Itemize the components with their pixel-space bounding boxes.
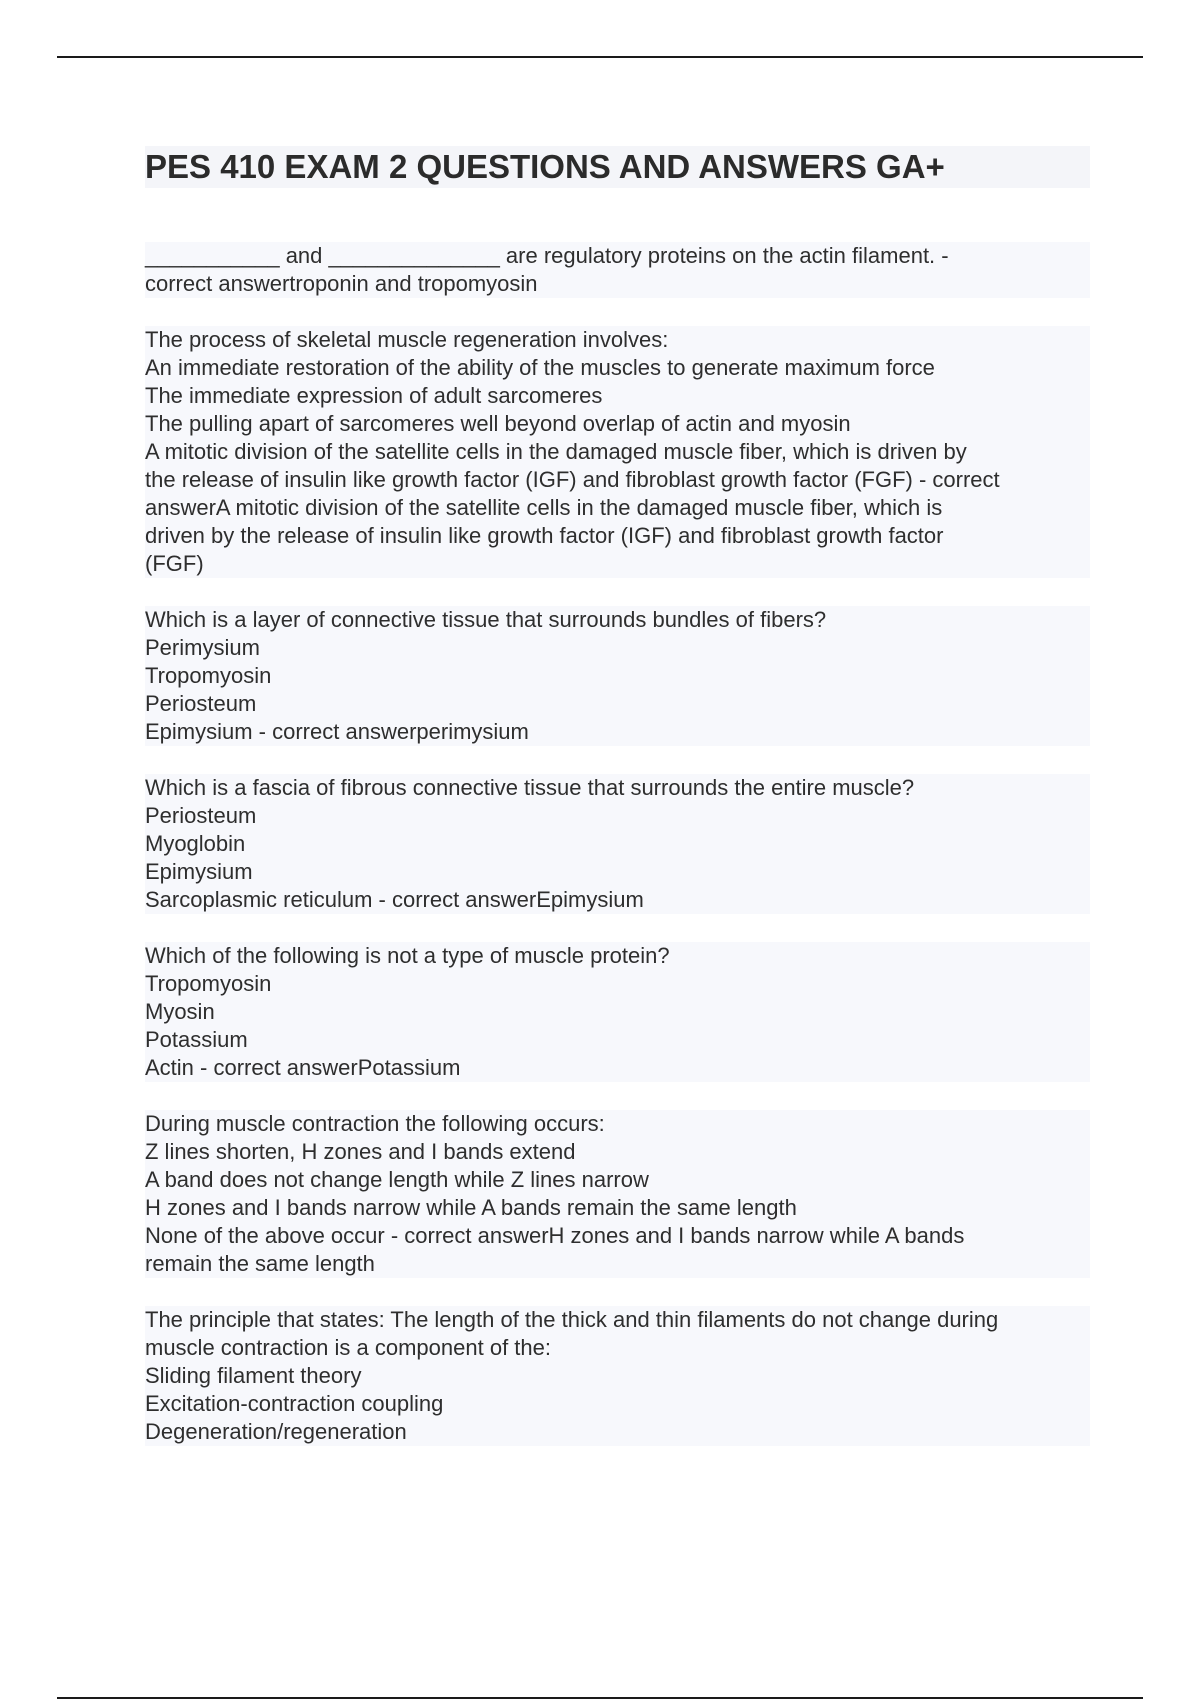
qa-line: Which is a layer of connective tissue that surrounds bundles of fibers? (145, 606, 1090, 634)
qa-line: A band does not change length while Z lines narrow (145, 1166, 1090, 1194)
qa-line: Sarcoplasmic reticulum - correct answerEpimysium (145, 886, 1090, 914)
qa-block-3 (145, 606, 1090, 746)
qa-line: Myoglobin (145, 830, 1090, 858)
qa-line: Tropomyosin (145, 662, 1090, 690)
qa-line: Myosin (145, 998, 1090, 1026)
qa-block-1 (145, 242, 1090, 298)
qa-line: The principle that states: The length of the thick and thin filaments do not change during (145, 1306, 1090, 1334)
qa-line: driven by the release of insulin like growth factor (IGF) and fibroblast growth factor (145, 522, 1090, 550)
qa-line: muscle contraction is a component of the: (145, 1334, 1090, 1362)
qa-line: The process of skeletal muscle regeneration involves: (145, 326, 1090, 354)
qa-block-7 (145, 1306, 1090, 1446)
qa-line: During muscle contraction the following occurs: (145, 1110, 1090, 1138)
qa-line: Tropomyosin (145, 970, 1090, 998)
qa-line: remain the same length (145, 1250, 1090, 1278)
document-title: PES 410 EXAM 2 QUESTIONS AND ANSWERS GA+ (145, 146, 1090, 188)
qa-line: Epimysium (145, 858, 1090, 886)
qa-line: Periosteum (145, 802, 1090, 830)
footer-rule (57, 1697, 1143, 1699)
qa-line: H zones and I bands narrow while A bands remain the same length (145, 1194, 1090, 1222)
qa-line: (FGF) (145, 550, 1090, 578)
qa-line: An immediate restoration of the ability of the muscles to generate maximum force (145, 354, 1090, 382)
qa-line: ___________ and ______________ are regulatory proteins on the actin filament. - (145, 242, 1090, 270)
qa-line: Perimysium (145, 634, 1090, 662)
qa-block-6 (145, 1110, 1090, 1278)
qa-line: the release of insulin like growth factor (IGF) and fibroblast growth factor (FGF) - correct (145, 466, 1090, 494)
qa-line: Periosteum (145, 690, 1090, 718)
qa-line: Potassium (145, 1026, 1090, 1054)
qa-line: Z lines shorten, H zones and I bands extend (145, 1138, 1090, 1166)
qa-line: Epimysium - correct answerperimysium (145, 718, 1090, 746)
qa-block-2 (145, 326, 1090, 578)
qa-line: The immediate expression of adult sarcomeres (145, 382, 1090, 410)
qa-line: The pulling apart of sarcomeres well beyond overlap of actin and myosin (145, 410, 1090, 438)
qa-line: answerA mitotic division of the satellite cells in the damaged muscle fiber, which is (145, 494, 1090, 522)
qa-line: Which is a fascia of fibrous connective tissue that surrounds the entire muscle? (145, 774, 1090, 802)
qa-line: Degeneration/regeneration (145, 1418, 1090, 1446)
qa-line: correct answertroponin and tropomyosin (145, 270, 1090, 298)
qa-line: Sliding filament theory (145, 1362, 1090, 1390)
qa-line: Actin - correct answerPotassium (145, 1054, 1090, 1082)
qa-line: Which of the following is not a type of muscle protein? (145, 942, 1090, 970)
qa-line: None of the above occur - correct answerH zones and I bands narrow while A bands (145, 1222, 1090, 1250)
qa-line: Excitation-contraction coupling (145, 1390, 1090, 1418)
qa-block-5 (145, 942, 1090, 1082)
qa-block-4 (145, 774, 1090, 914)
document-body (145, 146, 1090, 1474)
qa-line: A mitotic division of the satellite cells in the damaged muscle fiber, which is driven by (145, 438, 1090, 466)
header-rule (57, 56, 1143, 58)
